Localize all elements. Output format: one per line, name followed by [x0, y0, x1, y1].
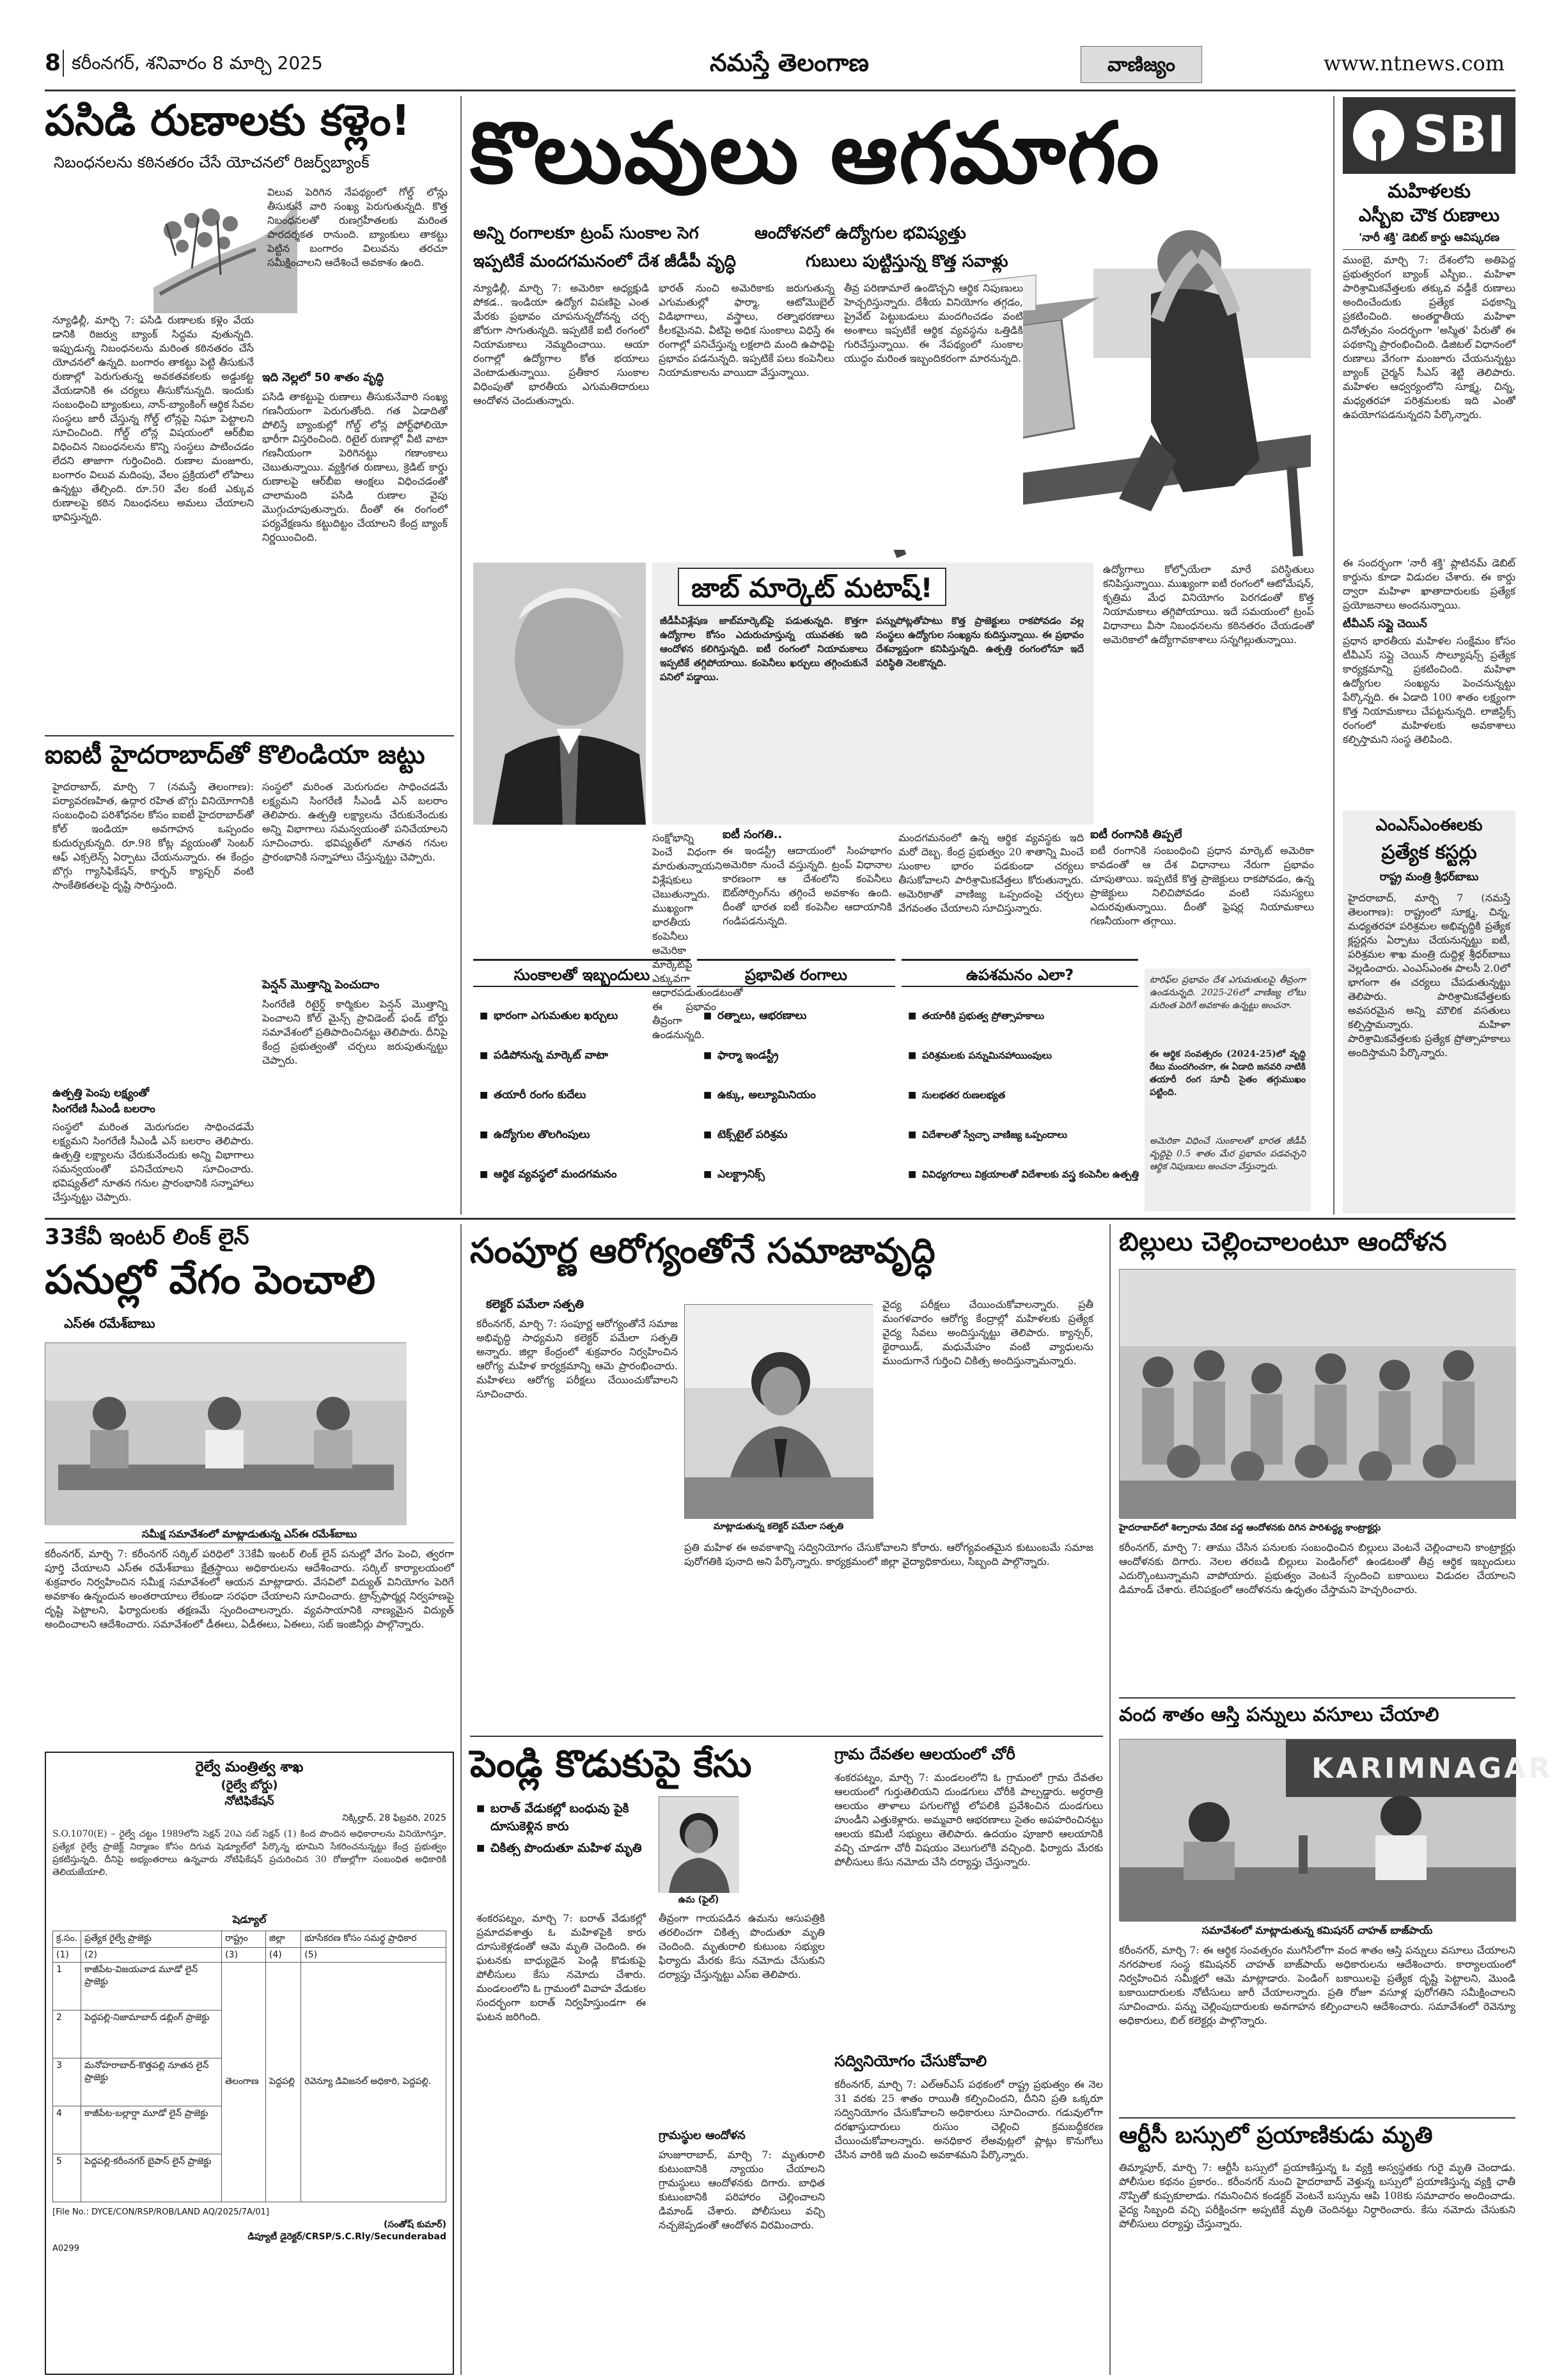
notice-file-no: [File No.: DYCE/CON/RSP/ROB/LAND AQ/2025/7A/01] [52, 2207, 269, 2217]
tax-meeting-photo [1119, 1739, 1553, 1921]
notice-title-3: నోటిఫికేషన్ [224, 1794, 274, 1808]
notice-col-head: ప్రత్యేక రైల్వే ప్రాజెక్టు [81, 1931, 222, 1948]
notice-designation: డిప్యూటీ డైరెక్టర్/CRSP/S.C.Rly/Secunderabad [247, 2232, 446, 2242]
tariff-relief: ■ విదేశాలతో స్వేచ్ఛా వాణిజ్య ఒప్పందాలు [908, 1115, 1138, 1155]
groom-bullets [476, 1800, 649, 1857]
line33-body: కరీంనగర్, మార్చి 7: కరీంనగర్ సర్కిల్ పరిధిలో 33కేవీ ఇంటర్ లింక్ లైన్ పనుల్లో వేగం పెంచి, త్వరగా పూర్తి చేయాలని ఎస్ఈ రమేశ్‌బాబు క్షేత్రస్థాయి అధికారులను ఆదేశించారు. సర్కిల్ కార్యాలయంలో శుక్రవారం నిర్వహించిన సమీక్ష సమావేశంలో ఆయన మాట్లాడారు. వేసవిలో విద్యుత్ వినియోగం పెరిగే అవకాశం ఉన్నందున అంతరాయాలు లేకుండా సరఫరా చేయాలని సూచించారు. ట్రాన్స్‌ఫార్మర్ల నిర్వహణపై దృష్టి పెట్టాలని, ఫిర్యాదులకు తక్షణమే స్పందించాలన్నారు. వ్యవసాయానికి నాణ్యమైన విద్యుత్ అందించాలని ఆదేశించారు. సమావేశంలో డీఈలు, ఏడీఈలు, ఏఈలు, సబ్ ఇంజినీర్లు పాల్గొన్నారు. [45, 1548, 454, 1630]
tariff-col3-head: ఉపశమనం ఎలా? [902, 959, 1138, 987]
notice-row-project: మనోహరాబాద్-కొత్తపల్లి నూతన లైన్ ప్రాజెక్టు [81, 2058, 222, 2106]
jobs-body-7: మందగమనంలో ఉన్న ఆర్థిక వ్యవస్థకు ఇది మరో దెబ్బ. కేంద్ర ప్రభుత్వం 20 శాతాన్ని మించే సుంకాల భారం పడకుండా చర్యలు తీసుకోవాలని పారిశ్రామికవేత్తలు కోరుతున్నారు. అమెరికాతో వాణిజ్య ఒప్పందంపై చర్చలు వేగవంతం చేయాలని సూచిస్తున్నారు. [898, 832, 1084, 914]
gold-bottom-rule [45, 735, 454, 736]
line33-kicker: 33కేవీ ఇంటర్ లింక్ లైన్ [45, 1224, 249, 1250]
jobs-subhead-3: ఇప్పటికే మందగమనంలో దేశ జీడీపీ వృద్ధి [473, 252, 737, 271]
paper-name: నమస్తే తెలంగాణ [710, 49, 869, 77]
notice-table [52, 1931, 446, 2202]
jobs-body-5: సంక్షోభాన్ని పెంచే విధంగా మారుతున్నాయని విశ్లేషకులు చెబుతున్నారు. ముఖ్యంగా భారతీయ కంపెనీలు అమెరికా మార్కెట్‌పై ఎక్కువగా ఆధారపడుతుండటంతో ఈ ప్రభావం తీవ్రంగా ఉండనున్నది. [652, 832, 743, 1041]
itc-body-3: సింగరేణి రిటైర్డ్ కార్మికుల పెన్షన్ మొత్తాన్ని పెంచాలని కోల్ మైన్స్ ప్రావిడెంట్ ఫండ్ బోర్డు సమావేశంలో ప్రతిపాదించినట్టు తెలిపారు. దీనిపై కేంద్ర ప్రభుత్వంతో చర్చలు జరుపుతున్నట్టు చెప్పారు. [262, 998, 448, 1066]
bills-body: కరీంనగర్, మార్చి 7: తాము చేసిన పనులకు సంబంధించిన బిల్లులు వెంటనే చెల్లించాలని కాంట్రాక్టర్లు ఆందోళనకు దిగారు. నెలల తరబడి బిల్లులు పెండింగ్‌లో ఉండటంతో తీవ్ర ఆర్థిక ఇబ్బందులు ఎదుర్కొంటున్నామని వాపోయారు. ప్రభుత్వం వెంటనే స్పందించి బకాయిలు విడుదల చేయాలని డిమాండ్ చేశారు. లేనిపక్షంలో ఆందోళనను ఉధృతం చేస్తామని హెచ్చరించారు. [1119, 1541, 1515, 1596]
uma-photo [659, 1796, 739, 1892]
notice-row-num: 1 [53, 1963, 81, 2011]
tariff-relief: ■ వివిధ్యగరాలు విక్రయాలతో విదేశాలకు వస్త్ర కంపెనీల ఉత్పత్తి [908, 1155, 1138, 1194]
notice-district: పెద్దపల్లి [265, 1963, 301, 2202]
gold-body-1: న్యూఢిల్లీ, మార్చి 7: పసిడి రుణాలకు కళ్లెం వేయ డానికి రిజర్వు బ్యాంక్ సిద్ధమ వుతున్నది. ఇప్పుడున్న నిబంధనలను మరింత కఠినతరం చేసే యోచనలో ఉన్నది. బంగారం తాకట్టు పెట్టి తీసుకునే రుణాల్లో పెరుగుతున్న అవకతవకలకు అడ్డుకట్ట వేయడానికి ఈ చర్యలు తీసుకోనున్నది. ఇందుకు సంబంధించి బ్యాంకులు, నాన్-బ్యాంకింగ్ ఆర్థిక సేవల సంస్థలు జారీ చేస్తున్న గోల్డ్ లోన్లపై నిఘా పెట్టాలని సూచించింది. గోల్డ్ లోన్ల విషయంలో ఆర్‌బీఐ విధించిన నిబంధనలను కొన్ని సంస్థలు పాటించడం లేదని తాజాగా గుర్తించింది. రుణాల మంజూరు, బంగారం విలువ మదింపు, వేలం ప్రక్రియలో లోపాలు ఉన్నట్టు తేల్చింది. రూ.50 వేల కంటే ఎక్కువ రుణాలపై కఠిన నిబంధనలు అమలు చేయాలని భావిస్తున్నది. [52, 314, 254, 523]
notice-row-project: పెద్దపల్లి-నిజామాబాద్ డబ్లింగ్ ప్రాజెక్టు [81, 2011, 222, 2058]
theft-body: శంకరపట్నం, మార్చి 7: మండలంలోని ఓ గ్రామంలో గ్రామ దేవతల ఆలయంలో గుర్తుతెలియని దుండగులు చోరీకి పాల్పడ్డారు. అర్ధరాత్రి ఆలయం తాళాలు పగులగొట్టి లోపలికి ప్రవేశించిన దుండగులు హుండీని ఎత్తుకెళ్లారు. అమ్మవారి ఆభరణాలు సైతం అపహరించినట్టు ఆలయ కమిటీ సభ్యులు తెలిపారు. ఉదయం పూజారి ఆలయానికి వచ్చి చూడగా చోరీ విషయం వెలుగులోకి వచ్చింది. ఫిర్యాదు మేరకు పోలీసులు కేసు నమోదు చేసి దర్యాప్తు చేస్తున్నారు. [834, 1771, 1103, 1868]
line33-headline: పనుల్లో వేగం పెంచాలి [45, 1256, 376, 1303]
tariff-relief: ■ పరిశ్రమలకు పన్నుమినహాయింపులు [908, 1036, 1138, 1075]
jobs-subhead-2: ఆందోళనలో ఉద్యోగుల భవిష్యత్తు [755, 224, 966, 243]
column-rule-3 [460, 1224, 462, 2375]
job-market-box [652, 563, 1093, 825]
theft-headline: గ్రామ దేవతల ఆలయంలో చోరీ [834, 1745, 1015, 1763]
column-rule-1 [460, 96, 462, 1215]
jobs-body-8: ఐటీ రంగానికి సంబంధించి ప్రధాన మార్కెట్ అమెరికా కావడంతో ఆ దేశ విధానాలు నేరుగా ప్రభావం చూపుతాయి. ఇప్పటికే కొత్త ప్రాజెక్టులు రాకపోవడం, ఉన్న ప్రాజెక్టులు నిలిచిపోవడం వంటి సమస్యలు ఎదురవుతున్నాయి. దీంతో ఫ్రెషర్ల నియామకాలు గణనీయంగా తగ్గాయి. [1090, 844, 1314, 927]
notice-col-head: క్ర.సం. [53, 1931, 81, 1948]
tariff-sector: ■ ఉక్కు, అల్యూమినియం [703, 1075, 895, 1115]
bills-protest-photo [1119, 1269, 1515, 1518]
notice-title-1: రైల్వే మంత్రిత్వ శాఖ [195, 1759, 304, 1775]
jobs-sub-gdp: ఐటీ రంగానికి తిప్పలే [1090, 828, 1182, 841]
msme-sub: రాష్ట్ర మంత్రి శ్రీధర్‌బాబు [1379, 871, 1479, 883]
job-market-text-2: పన్నుపోట్లతోపాటు కొత్త ప్రాజెక్టులు రాకపోవడం వల్ల సంస్థలు ఉద్యోగుల సంఖ్యను కుదిస్తున్నాయి. ఈ ప్రభావం దేశవ్యాప్తంగా కనిపిస్తున్నది. ఉత్పత్తి రంగంలోనూ ఇదే పరిస్థితి నెలకొన్నది. [876, 615, 1084, 669]
notice-row-num: 2 [53, 2011, 81, 2058]
notice-signed: (సంతోష్ కుమార్) [383, 2220, 446, 2230]
tariff-problem: ■ ఉద్యోగుల తొలగింపులు [480, 1115, 691, 1155]
notice-code: A0299 [52, 2244, 79, 2253]
itc-body-1: హైదరాబాద్, మార్చి 7 (నమస్తే తెలంగాణ): పర్యావరణహిత, ఉద్గార రహిత బొగ్గు వినియోగానికి సంబంధించి పరిశోధనల కోసం ఐఐటీ హైదరాబాద్‌తో కోల్ ఇండియా అవగాహన ఒప్పందం కుదుర్చుకున్నది. రూ.98 కోట్ల వ్యయంతో సెంటర్ ఆఫ్ ఎక్సలెన్స్ ఏర్పాటు చేయనున్నారు. ఈ కేంద్రం బొగ్గు గ్యాసిఫికేషన్, కార్బన్ క్యాప్చర్ వంటి సాంకేతికతలపై దృష్టి సారిస్తుంది. [52, 781, 254, 891]
gold-body-2: విలువ పెరిగిన నేపథ్యంలో గోల్డ్ లోన్లు తీసుకునే వారి సంఖ్య పెరుగుతున్నది. కొత్త నిబంధనలతో రుణగ్రహీతలకు మరింత పారదర్శకత రానుంది. బ్యాంకులు తాకట్టు పెట్టిన బంగారం విలువను తరచూ సమీక్షించాలని ఆదేశించే అవకాశం ఉంది. [267, 186, 448, 268]
msme-box [1343, 811, 1515, 1213]
health-bottom-rule [470, 1736, 1103, 1737]
itc-sub-2: సింగరేణి సీఎండీ బలరాం [52, 1103, 155, 1116]
tax-caption: సమావేశంలో మాట్లాడుతున్న కమిషనర్ చాహత్ బాజ్‌పాయ్ [1201, 1924, 1433, 1936]
groom-body-3: హుజూరాబాద్, మార్చి 7: మృతురాలి కుటుంబానికి న్యాయం చేయాలని గ్రామస్థులు ఆందోళనకు దిగారు. బాధిత కుటుంబానికి పరిహారం చెల్లించాలని డిమాండ్ చేశారు. పోలీసులు వచ్చి నచ్చజెప్పడంతో ఆందోళన విరమించారు. [659, 2149, 825, 2231]
sbi-sub-2: టీవీఎస్ సప్లై చెయిన్ [1343, 618, 1427, 630]
jobs-sub-it: ఐటీ సంగతి.. [723, 828, 783, 841]
itc-body-2b: సంస్థలో మరింత మెరుగుదల సాధించడమే లక్ష్యమని సింగరేణి సీఎండీ ఎన్ బలరాం తెలిపారు. ఉత్పత్తి లక్ష్యాలను చేరుకునేందుకు అన్ని విభాగాలు సమన్వయంతో పనిచేయాలని సూచించారు. భవిష్యత్‌లో నూతన గనుల ప్రారంభానికి సన్నాహాలు చేస్తున్నట్టు చెప్పారు. [262, 781, 448, 863]
health-body-1: కరీంనగర్, మార్చి 7: సంపూర్ణ ఆరోగ్యంతోనే సమాజ అభివృద్ధి సాధ్యమని కలెక్టర్ పమేలా సత్పతి అన్నారు. జిల్లా కేంద్రంలో శుక్రవారం నిర్వహించిన ఆరోగ్య మహిళ కార్యక్రమాన్ని ఆమె ప్రారంభించారు. మహిళలు ఆరోగ్య పరీక్షలు చేయించుకోవాలని సూచించారు. [476, 1318, 678, 1400]
sbi-body-2: ఈ సందర్భంగా 'నారీ శక్తి' ప్లాటినమ్ డెబిట్ కార్డును కూడా విడుదల చేశారు. ఈ కార్డు ద్వారా మహిళా ఖాతాదారులకు ప్రత్యేక ప్రయోజనాలు అందనున్నాయి. [1343, 557, 1515, 611]
tax-body: కరీంనగర్, మార్చి 7: ఈ ఆర్థిక సంవత్సరం ముగిసేలోగా వంద శాతం ఆస్తి పన్నులు వసూలు చేయాలని నగరపాలక సంస్థ కమిషనర్ చాహత్ బాజ్‌పాయ్ అధికారులను ఆదేశించారు. కార్యాలయంలో నిర్వహించిన సమీక్షలో ఆమె మాట్లాడారు. పెండింగ్ బకాయిలపై ప్రత్యేక దృష్టి పెట్టాలని, మొండి బకాయిదారులకు నోటీసులు జారీ చేయాలన్నారు. ప్రతి రోజూ వసూళ్ల పురోగతిని సమీక్షించాలని సూచించారు. పన్ను చెల్లింపుదారులకు అవగాహన కల్పించాలని ఆదేశించారు. సమావేశంలో రెవెన్యూ అధికారులు, బిల్ కలెక్టర్లు పాల్గొన్నారు. [1119, 1944, 1515, 2026]
notice-body: S.O.1070(E) – రైల్వే చట్టం 1989లోని సెక్షన్ 20ఎ సబ్ సెక్షన్ (1) కింద పొందిన అధికారాలను వినియోగిస్తూ, ప్రత్యేక రైల్వే ప్రాజెక్ట్ నిర్మాణం కోసం దిగువ షెడ్యూల్‌లో పేర్కొన్న భూమిని సేకరించనున్నట్టు కేంద్ర ప్రభుత్వం ప్రకటిస్తున్నది. దీనిపై అభ్యంతరాలు ఉన్నవారు నోటిఫికేషన్ ప్రచురించిన 30 రోజుల్లోగా సంబంధిత అధికారికి తెలియజేయాలి. [52, 1829, 446, 1878]
health-body-3: ప్రతి మహిళ ఈ అవకాశాన్ని సద్వినియోగం చేసుకోవాలని కోరారు. ఆరోగ్యవంతమైన కుటుంబమే సమాజ పురోగతికి పునాది అని పేర్కొన్నారు. కార్యక్రమంలో జిల్లా వైద్యాధికారులు, సిబ్బంది పాల్గొన్నారు. [684, 1541, 1093, 1567]
itc-sub-1: ఉత్పత్తి పెంపు లక్ష్యంతో [52, 1087, 150, 1100]
gold-headline: పసిడి రుణాలకు కళ్లెం! [45, 96, 411, 145]
trump-photo [473, 563, 646, 825]
jobs-subhead-4: గుబులు పుట్టిస్తున్న కొత్త సవాళ్లు [806, 252, 1008, 271]
jobs-subhead-1: అన్ని రంగాలకూ ట్రంప్ సుంకాల సెగ [473, 224, 699, 243]
itc-sub-3: పెన్షన్ మొత్తాన్ని పెంచుదాం [262, 978, 380, 992]
line33-subhead: ఎస్ఈ రమేశ్‌బాబు [64, 1316, 155, 1331]
collector-photo [684, 1304, 873, 1518]
groom-bullet: ■ చికిత్స పొందుతూ మహిళ మృతి [476, 1839, 649, 1857]
jobs-body-6: ఈ ఇండస్ట్రీ ఆదాయంలో సింహభాగం అమెరికా నుంచే వస్తున్నది. ట్రంప్ విధానాల కారణంగా ఆ దేశంలోని కంపెనీలు ఔట్‌సోర్సింగ్‌ను తగ్గించే అవకాశం ఉంది. దీంతో భారత ఐటీ కంపెనీల ఆదాయానికి గండిపడనున్నది. [723, 844, 892, 927]
groom-body-2: తీవ్రంగా గాయపడిన ఉమను ఆసుపత్రికి తరలించగా చికిత్స పొందుతూ మృతి చెందింది. మృతురాలి కుటుంబ సభ్యుల ఫిర్యాదు మేరకు కేసు నమోదు చేసుకుని దర్యాప్తు చేస్తున్నట్టు ఎస్ఐ తెలిపారు. [659, 1912, 825, 1980]
railway-notice [45, 1752, 454, 2375]
tariff-col3-list [908, 996, 1138, 1194]
notice-date: నిక్కిల్హాద్, 28 ఫిబ్రవరి, 2025 [342, 1813, 446, 1823]
theft-body-2: కరీంనగర్, మార్చి 7: ఎల్ఆర్ఎస్ పథకంలో రాష్ట్ర ప్రభుత్వం ఈ నెల 31 వరకు 25 శాతం రాయితీ కల్పించిందని, దీనిని ప్రతి ఒక్కరూ సద్వినియోగం చేసుకోవాలని అధికారులు సూచించారు. గడువులోగా దరఖాస్తుదారులు రుసుం చెల్లించి క్రమబద్ధీకరణ చేయించుకోవాలన్నారు. అనధికార లేఅవుట్లలో ప్లాట్లు కొనుగోలు చేసిన వారికి ఇది మంచి అవకాశమని పేర్కొన్నారు. [834, 2078, 1103, 2161]
masthead [45, 46, 1515, 86]
notice-col-num: (1) [53, 1948, 81, 1963]
notice-col-num: (4) [265, 1948, 301, 1963]
job-market-title: జాబ్ మార్కెట్ మటాష్! [678, 568, 946, 606]
bus-headline: ఆర్టీసీ బస్సులో ప్రయాణికుడు మృతి [1119, 2122, 1433, 2149]
line33-caption: సమీక్ష సమావేశంలో మాట్లాడుతున్న ఎస్ఈ రమేశ్‌బాబు [45, 1528, 454, 1543]
notice-row-num: 4 [53, 2106, 81, 2154]
sbi-subhead: 'నారీ శక్తి' డెబిట్ కార్డు ఆవిష్కరణ [1343, 231, 1515, 250]
notice-col-head: జిల్లా [265, 1931, 301, 1948]
notice-col-num: (3) [222, 1948, 266, 1963]
gold-stat-head: ఇది నెల్లలో 50 శాతం వృద్ధి [262, 371, 384, 384]
itc-body-2: సంస్థలో మరింత మెరుగుదల సాధించడమే లక్ష్యమని సింగరేణి సీఎండీ ఎన్ బలరాం తెలిపారు. ఉత్పత్తి లక్ష్యాలను చేరుకునేందుకు అన్ని విభాగాలు సమన్వయంతో పనిచేయాలని సూచించారు. భవిష్యత్‌లో నూతన గనుల ప్రారంభానికి సన్నాహాలు చేస్తున్నట్టు చెప్పారు. [52, 1121, 254, 1203]
section-label: వాణిజ్యం [1081, 46, 1202, 83]
column-rule-4 [1109, 1224, 1111, 2375]
notice-row-num: 3 [53, 2058, 81, 2106]
column-rule-2 [1333, 96, 1334, 1215]
itc-headline: ఐఐటీ హైదరాబాద్‌తో కొలిండియా జట్టు [45, 740, 425, 770]
notice-col-num: (5) [301, 1948, 446, 1963]
gold-body-3: పసిడి తాకట్టుపై రుణాలు తీసుకునేవారి సంఖ్య గణనీయంగా పెరుగుతోంది. గత ఏడాదితో పోలిస్తే బ్యాంకుల్లో గోల్డ్ లోన్ల పోర్ట్‌ఫోలియో భారీగా విస్తరించింది. రిటైల్ రుణాల్లో వీటి వాటా గణనీయంగా పెరిగినట్టు గణాంకాలు చెబుతున్నాయి. వ్యక్తిగత రుణాలు, క్రెడిట్ కార్డు రుణాలపై ఆర్‌బీఐ ఆంక్షలు విధించడంతో చాలామంది పసిడి రుణాల వైపు మొగ్గుచూపుతున్నారు. దీంతో ఈ రంగంలో పర్యవేక్షణను కట్టుదిట్టం చేయాలని కేంద్ర బ్యాంక్ నిర్ణయించింది. [262, 391, 448, 543]
groom-sub: గ్రామస్థుల ఆందోళన [659, 2129, 746, 2142]
notice-title-2: (రైల్వే బోర్డు) [221, 1778, 278, 1792]
tariff-sector: ■ ఎలక్ట్రానిక్స్ [703, 1155, 895, 1194]
tariff-problem: ■ తయారీ రంగం కుదేలు [480, 1075, 691, 1115]
notice-col-head: రాష్ట్రం [222, 1931, 266, 1948]
groom-bullet: ■ బరాత్ వేడుకల్లో బంధువు పైకి దూసుకెళ్లిన కారు [476, 1800, 649, 1835]
tariff-problem: ■ భారంగా ఎగుమతుల ఖర్చులు [480, 996, 691, 1036]
uma-caption: ఉమ (ఫైల్) [678, 1895, 719, 1905]
gold-subhead: నిబంధనలను కఠినతరం చేసే యోచనలో రిజర్వ్‌బ్యాంక్ [54, 153, 370, 171]
jobs-body-3: తీవ్ర పరిణామాలే ఉండొచ్చని ఆర్థిక నిపుణులు హెచ్చరిస్తున్నారు. దేశీయ వినియోగం తగ్గడం, ప్రైవేట్ పెట్టుబడులు మందగించడం వంటి అంశాలు ఇప్పటికే ఆర్థిక వ్యవస్థను ఒత్తిడికి గురిచేస్తున్నాయి. ఈ నేపథ్యంలో సుంకాల యుద్ధం మరింత ఇబ్బందికరంగా మారనున్నది. [844, 281, 1023, 550]
notice-row-project: పెద్దపల్లి-కరీంనగర్ బైపాస్ లైన్ ప్రాజెక్టు [81, 2154, 222, 2202]
notice-col-num: (2) [81, 1948, 222, 1963]
jobs-stat-1: టారిఫ్‌ల ప్రభావం దేశ ఎగుమతులపై తీవ్రంగా ఉండనున్నది. 2025-26లో వాణిజ్య లోటు మరింత పెరిగే అవకాశం ఉన్నట్టు అంచనా. [1150, 975, 1306, 1011]
groom-body-1: శంకరపట్నం, మార్చి 7: బరాత్ వేడుకల్లో ప్రమాదవశాత్తు ఓ మహిళపైకి కారు దూసుకెళ్లడంతో ఆమె మృతి చెందింది. ఈ ఘటనకు బాధ్యుడైన పెండ్లి కొడుకుపై పోలీసులు కేసు నమోదు చేశారు. మండలంలోని ఓ గ్రామంలో వివాహ వేడుకల సందర్భంగా బరాత్ నిర్వహిస్తుండగా ఈ ఘటన జరిగింది. [476, 1912, 646, 2023]
notice-authority: రెవెన్యూ డివిజనల్ అధికారి, పెద్దపల్లి. [301, 1963, 446, 2202]
date-line: కరీంనగర్, శనివారం 8 మార్చి 2025 [72, 52, 323, 74]
tariff-col1-head: సుంకాలతో ఇబ్బందులు [473, 959, 691, 987]
groom-headline: పెండ్లి కొడుకుపై కేసు [470, 1742, 752, 1785]
tariff-table [473, 959, 1138, 1211]
msme-head-2: ప్రత్యేక కస్టర్లు [1381, 841, 1477, 864]
collector-caption: మాట్లాడుతున్న కలెక్టర్ పమేలా సత్పతి [713, 1521, 844, 1532]
bus-body: తిమ్మాపూర్, మార్చి 7: ఆర్టీసీ బస్సులో ప్రయాణిస్తున్న ఓ వ్యక్తి అస్వస్థతకు గురై మృతి చెందాడు. పోలీసుల కథనం ప్రకారం.. కరీంనగర్ నుంచి హైదరాబాద్ వెళ్తున్న బస్సులో ప్రయాణిస్తున్న వ్యక్తి ఛాతీ నొప్పితో కుప్పకూలాడు. గమనించిన కండక్టర్ వెంటనే బస్సును ఆపి 108కు సమాచారం అందించాడు. వైద్య సిబ్బంది వచ్చి పరీక్షించగా అప్పటికే మృతి చెందినట్టు నిర్ధారించారు. కేసు నమోదు చేసుకుని పోలీసులు దర్యాప్తు చేస్తున్నారు. [1119, 2161, 1515, 2230]
sbi-body-1: ముంబై, మార్చి 7: దేశంలోని అతిపెద్ద ప్రభుత్వరంగ బ్యాంక్ ఎస్బీఐ.. మహిళా పారిశ్రామికవేత్తలకు తక్కువ వడ్డీకే రుణాలు అందించేందుకు ప్రత్యేక పథకాన్ని ప్రకటించింది. అంతర్జాతీయ మహిళా దినోత్సవం సందర్భంగా 'అస్మిత' పేరుతో ఈ పథకాన్ని ప్రారంభించింది. డిజిటల్ విధానంలో రుణాలు వేగంగా మంజూరు చేయనున్నట్టు బ్యాంక్ చైర్మన్ సీఎస్ శెట్టి తెలిపారు. మహిళల ఆధ్వర్యంలోని సూక్ష్మ, చిన్న, మధ్యతరహా పరిశ్రమలకు ఇది ఎంతో ఉపయోగపడనున్నదని పేర్కొన్నారు. [1343, 254, 1515, 421]
sbi-logo-icon [1353, 110, 1404, 161]
tariff-sector: ■ రత్నాలు, ఆభరణాలు [703, 996, 895, 1036]
website[interactable]: www.ntnews.com [1324, 51, 1505, 75]
sbi-logo-text: SBI [1413, 106, 1506, 164]
notice-row-project: కాజీపేట-విజయవాడ మూడో లైన్ ప్రాజెక్టు [81, 1963, 222, 2011]
sbi-headline-2: ఎస్బీఐ చౌక రుణాలు [1358, 205, 1500, 226]
tariff-col2-list [703, 996, 895, 1194]
theft-sub: సద్వినియోగం చేసుకోవాలి [834, 2052, 987, 2070]
notice-row-num: 5 [53, 2154, 81, 2202]
page-number: 8 [45, 50, 61, 76]
sbi-body-3: ప్రధాన భారతీయ మహిళల సంక్షేమం కోసం టీవీఎస్ సప్లై చెయిన్ సొల్యూషన్స్ ప్రత్యేక కార్యక్రమాన్ని ప్రకటించింది. మహిళా ఉద్యోగుల సంఖ్యను పెంచనున్నట్టు పేర్కొన్నది. ఈ ఏడాది 100 శాతం లక్ష్యంగా కొత్త నియామకాలు చేపట్టనున్నది. లాజిస్టిక్స్ రంగంలో మహిళలకు అవకాశాలు కల్పిస్తామని సంస్థ తెలిపింది. [1343, 635, 1515, 745]
sbi-headline-1: మహిళలకు [1388, 180, 1471, 203]
tariff-problem: ■ పడిపోనున్న మార్కెట్ వాటా [480, 1036, 691, 1075]
jobs-stats-box [1145, 968, 1311, 1211]
job-market-text-1: జీడీపీవిశ్లేషణ జాబ్‌మార్కెట్‌పై పడుతున్నది. కొత్తగా ఉద్యోగాల కోసం ఎదురుచూస్తున్న యువతకు ఇది ఆందోళన కలిగిస్తున్నది. ఐటీ రంగంలో నియామకాలు ఇప్పటికే తగ్గిపోయాయి. కంపెనీలు ఖర్చులు తగ్గించుకునే పనిలో పడ్డాయి. [660, 615, 868, 683]
jobs-body-1: న్యూఢిల్లీ, మార్చి 7: అమెరికా అధ్యక్షుడి పోకడ.. ఇండియా ఉద్యోగ విపణిపై ఎంత మేరకు ప్రభావం చూపనున్నదోనన్న చర్చ జోరుగా సాగుతున్నది. ఇప్పటికే ఐటీ రంగంలో నియామకాలు నెమ్మదించాయి. ఆయా రంగాల్లో ఉద్యోగాల కోత భయాలు వెంటాడుతున్నాయి. ప్రతీకార సుంకాల విధింపుతో భారతీయ ఎగుమతిదారులు ఆందోళన చెందుతున్నారు. [473, 282, 649, 407]
bills-headline: బిల్లులు చెల్లించాలంటూ ఆందోళన [1119, 1227, 1447, 1257]
health-body-2: వైద్య పరీక్షలు చేయించుకోవాలన్నారు. ప్రతీ మంగళవారం ఆరోగ్య కేంద్రాల్లో మహిళలకు ప్రత్యేక వైద్య సేవలు అందిస్తున్నట్టు తెలిపారు. క్యాన్సర్, థైరాయిడ్, మధుమేహం వంటి వ్యాధులను ముందుగానే గుర్తించి చికిత్స అందిస్తున్నామన్నారు. [882, 1298, 1093, 1367]
jobs-body-4: ఉద్యోగాలు కోల్పోయేలా మారే పరిస్థితులు కనిపిస్తున్నాయి. ముఖ్యంగా ఐటీ రంగంలో ఆటోమేషన్, కృత్రిమ మేధ వినియోగం పెరగడంతో కొత్త నియామకాలు తగ్గిపోయాయి. ఇదే సమయంలో ట్రంప్ విధానాలు వీసా నిబంధనలను కఠినతరం చేయడంతో అమెరికాలో ఉద్యోగావకాశాలు సన్నగిల్లుతున్నాయి. [1103, 563, 1314, 646]
sbi-logo [1343, 97, 1515, 174]
tax-bottom-rule [1119, 2117, 1515, 2119]
msme-body: హైదరాబాద్, మార్చి 7 (నమస్తే తెలంగాణ): రాష్ట్రంలో సూక్ష్మ, చిన్న, మధ్యతరహా పరిశ్రమల అభివృద్ధికి ప్రత్యేక క్లస్టర్లను ఏర్పాటు చేయనున్నట్టు ఐటీ, పరిశ్రమల శాఖ మంత్రి దుద్దిళ్ల శ్రీధర్‌బాబు వెల్లడించారు. ఎంఎస్ఎంఈ పాలసీ 2.0లో భాగంగా ఈ చర్యలు చేపడుతున్నట్టు తెలిపారు. పారిశ్రామికవేత్తలకు అవసరమైన అన్ని మౌలిక వసతులు కల్పిస్తామన్నారు. మహిళా పారిశ్రామికవేత్తలకు ప్రత్యేక ప్రోత్సాహకాలు అందిస్తామని పేర్కొన్నారు. [1348, 892, 1510, 1059]
tariff-col2-head: ప్రభావిత రంగాలు [697, 959, 895, 987]
tax-photo-banner: KARIMNAGAR [1311, 1752, 1553, 1785]
tariff-relief: ■ తయారీకి ప్రభుత్వ ప్రోత్సాహకాలు [908, 996, 1138, 1036]
tariff-problem: ■ ఆర్థిక వ్యవస్థలో మందగమనం [480, 1155, 691, 1194]
bills-caption: హైదరాబాద్‌లో శిల్పారామ వేదిక వద్ద ఆందోళనకు దిగిన పారిశుద్ధ్య కాంట్రాక్టర్లు [1119, 1523, 1381, 1533]
tariff-col1-list [480, 996, 691, 1194]
masthead-rule [45, 89, 1515, 91]
tariff-sector: ■ ఫార్మా ఇండస్ట్రీ [703, 1036, 895, 1075]
health-subhead: కలెక్టర్ పమేలా సత్పతి [486, 1298, 584, 1311]
top-section-rule [45, 1218, 1515, 1220]
tax-headline: వంద శాతం ఆస్తి పన్నులు వసూలు చేయాలి [1119, 1704, 1439, 1726]
tariff-sector: ■ టెక్స్‌టైల్ పరిశ్రమ [703, 1115, 895, 1155]
notice-col-head: భూసేకరణ కోసం సమర్థ ప్రాధికార [301, 1931, 446, 1948]
notice-schedule-label: షెడ్యూల్ [232, 1913, 267, 1925]
jobs-stat-3: అమెరికా విధించే సుంకాలతో భారత జీడీపీ వృద్ధిపై 0.5 శాతం మేర ప్రభావం పడవచ్చని ఆర్థిక నిపుణులు అంచనా వేస్తున్నారు. [1150, 1136, 1306, 1172]
jobs-headline: కొలువులు ఆగమాగం [470, 104, 1161, 203]
tariff-relief: ■ సులభతర రుణలభ్యత [908, 1075, 1138, 1115]
notice-row-project: కాజీపేట-బల్లార్షా మూడో లైన్ ప్రాజెక్టు [81, 2106, 222, 2154]
notice-state: తెలంగాణ [222, 1963, 266, 2202]
jobs-body-2: భారత్ నుంచి అమెరికాకు జరుగుతున్న ఎగుమతుల్లో ఫార్మా, ఆటోమొబైల్ విడిభాగాలు, వస్త్రాలు, రత్నాభరణాలు కీలకమైనవి. వీటిపై అధిక సుంకాలు విధిస్తే ఈ రంగాల్లో పనిచేస్తున్న లక్షలాది మంది ఉపాధిపై ప్రభావం పడనున్నది. ఇప్పటికే పలు కంపెనీలు నియామకాలను వాయిదా వేస్తున్నాయి. [659, 282, 834, 378]
msme-head-1: ఎంఎస్ఎంఈలకు [1375, 816, 1483, 835]
line33-photo [45, 1342, 406, 1525]
bills-bottom-rule [1119, 1697, 1515, 1699]
jobs-stat-2: ఈ ఆర్థిక సంవత్సరం (2024-25)లో వృద్ధి రేటు మందగించగా, ఈ ఏడాది జనవరి నాటికి తయారీ రంగ సూచీ సైతం తగ్గుముఖం పట్టింది. [1150, 1049, 1306, 1098]
health-headline: సంపూర్ణ ఆరోగ్యంతోనే సమాజావృద్ధి [470, 1231, 935, 1271]
